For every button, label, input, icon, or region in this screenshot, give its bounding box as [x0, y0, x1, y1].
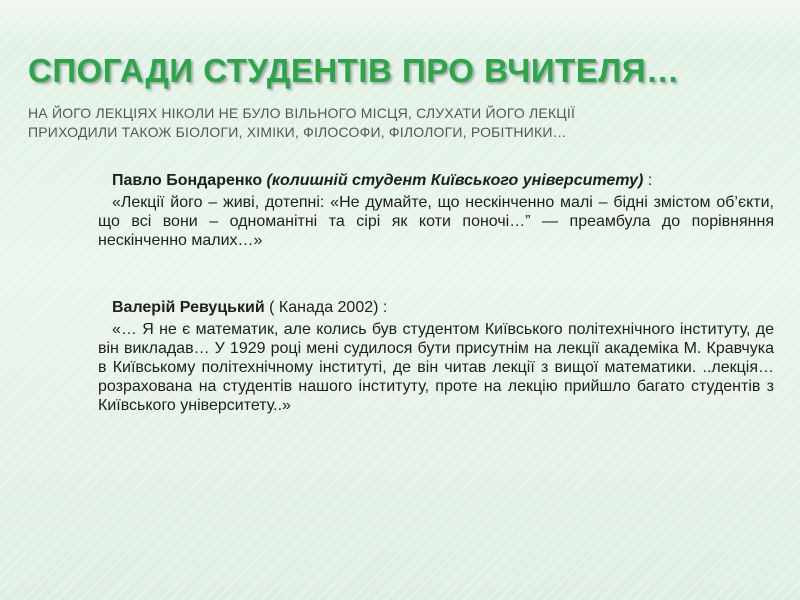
memory-author-name: Валерій Ревуцький	[112, 299, 265, 316]
memory-author-separator: :	[378, 299, 388, 316]
subtitle-line-1: НА ЙОГО ЛЕКЦІЯХ НІКОЛИ НЕ БУЛО ВІЛЬНОГО МІСЦЯ, СЛУХАТИ ЙОГО ЛЕКЦІЇ	[28, 105, 576, 121]
subtitle-line-2: ПРИХОДИЛИ ТАКОЖ БІОЛОГИ, ХІМІКИ, ФІЛОСОФИ, ФІЛОЛОГИ, РОБІТНИКИ…	[28, 124, 567, 140]
memory-author-separator: :	[643, 172, 653, 189]
memory-author-role: ( Канада 2002)	[269, 299, 379, 316]
memory-quote: «Лекції його – живі, дотепні: «Не думайте, що нескінченно малі – бідні змістом об’єкти, що всі вони – одноманітні та сірі як коти поночі…” — преамбула до порівняння нескінченно малих…»	[98, 194, 774, 249]
memories-content	[98, 171, 774, 415]
memory-author	[98, 171, 774, 190]
slide-subtitle	[28, 104, 718, 142]
top-band	[0, 0, 800, 48]
memory-item	[98, 171, 774, 250]
memory-author-role: (колишній студент Київського університету)	[266, 172, 644, 189]
slide-title: СПОГАДИ СТУДЕНТІВ ПРО ВЧИТЕЛЯ…	[28, 52, 680, 89]
memory-item	[98, 298, 774, 415]
memory-spacer	[98, 250, 774, 298]
memory-author	[98, 298, 774, 317]
memory-author-name: Павло Бондаренко	[112, 172, 263, 189]
memory-quote: «… Я не є математик, але колись був студентом Київського політехнічного інституту, де він викладав… У 1929 році мені судилося бути присутнім на лекції академіка М. Кравчука в Київському політехнічному інституті, де він читав лекції з вищої математики. ..лекція… розрахована на студентів нашого інституту, проте на лекцію прийшло багато студентів з Київського університету..»	[98, 321, 774, 414]
